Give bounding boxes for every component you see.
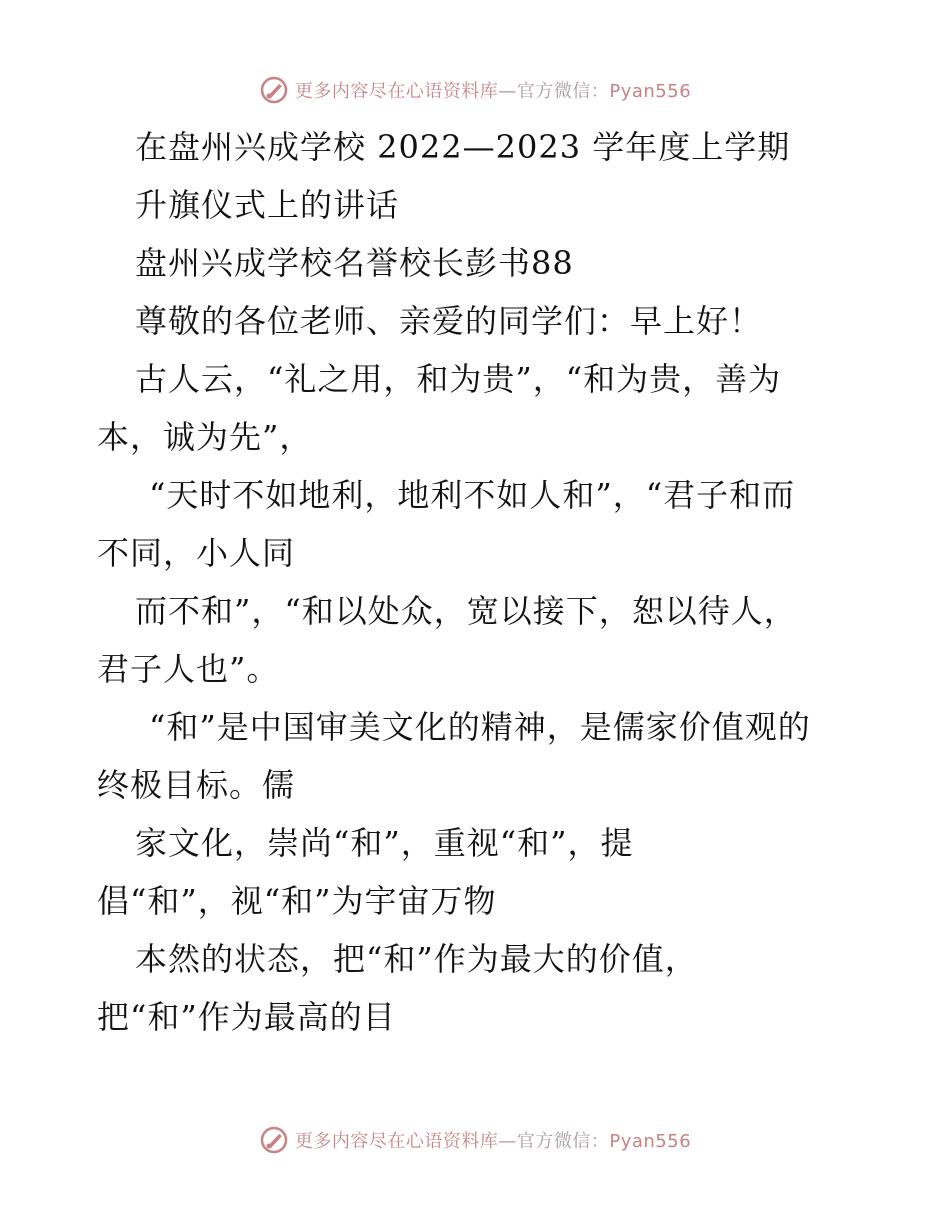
paragraph-line: 而不和”，“和以处众，宽以接下，恕以待人， <box>135 592 797 630</box>
watermark-dash: — <box>498 81 517 102</box>
watermark-wechat-id: Pyan556 <box>609 1131 692 1152</box>
paragraph-line: 终极目标。儒 <box>97 766 296 804</box>
watermark-dash: — <box>498 1131 517 1152</box>
brush-logo-icon <box>259 75 289 105</box>
author-line: 盘州兴成学校名誉校长彭书88 <box>135 244 574 282</box>
watermark-wechat-label: 官方微信： <box>516 1131 610 1152</box>
paragraph-line: 家文化，崇尚“和”，重视“和”，提 <box>135 824 634 862</box>
document-body <box>97 118 857 1046</box>
paragraph-line: “和”是中国审美文化的精神，是儒家价值观的 <box>149 708 811 746</box>
greeting-line: 尊敬的各位老师、亲爱的同学们：早上好！ <box>135 302 763 340</box>
paragraph-line: 古人云，“礼之用，和为贵”，“和为贵，善为 <box>135 360 782 398</box>
watermark-banner-bottom <box>0 1120 950 1160</box>
paragraph-line: “天时不如地利，地利不如人和”，“君子和而 <box>149 476 796 514</box>
paragraph-line: 不同，小人同 <box>97 534 296 572</box>
watermark-banner-top <box>0 70 950 110</box>
title-line-1: 在盘州兴成学校 2022—2023 学年度上学期 <box>135 128 791 166</box>
paragraph-line: 本然的状态，把“和”作为最大的价值， <box>135 940 698 978</box>
watermark-wechat-id: Pyan556 <box>609 81 692 102</box>
paragraph-line: 本，诚为先”， <box>97 418 313 456</box>
watermark-wechat-label: 官方微信： <box>516 81 610 102</box>
title-line-2: 升旗仪式上的讲话 <box>135 186 400 224</box>
paragraph-line: 君子人也”。 <box>97 650 280 688</box>
paragraph-line: 倡“和”，视“和”为宇宙万物 <box>97 882 497 920</box>
paragraph-line: 把“和”作为最高的目 <box>97 998 396 1036</box>
watermark-site-text: 更多内容尽在心语资料库 <box>294 81 499 102</box>
watermark-site-text: 更多内容尽在心语资料库 <box>294 1131 499 1152</box>
brush-logo-icon <box>259 1125 289 1155</box>
